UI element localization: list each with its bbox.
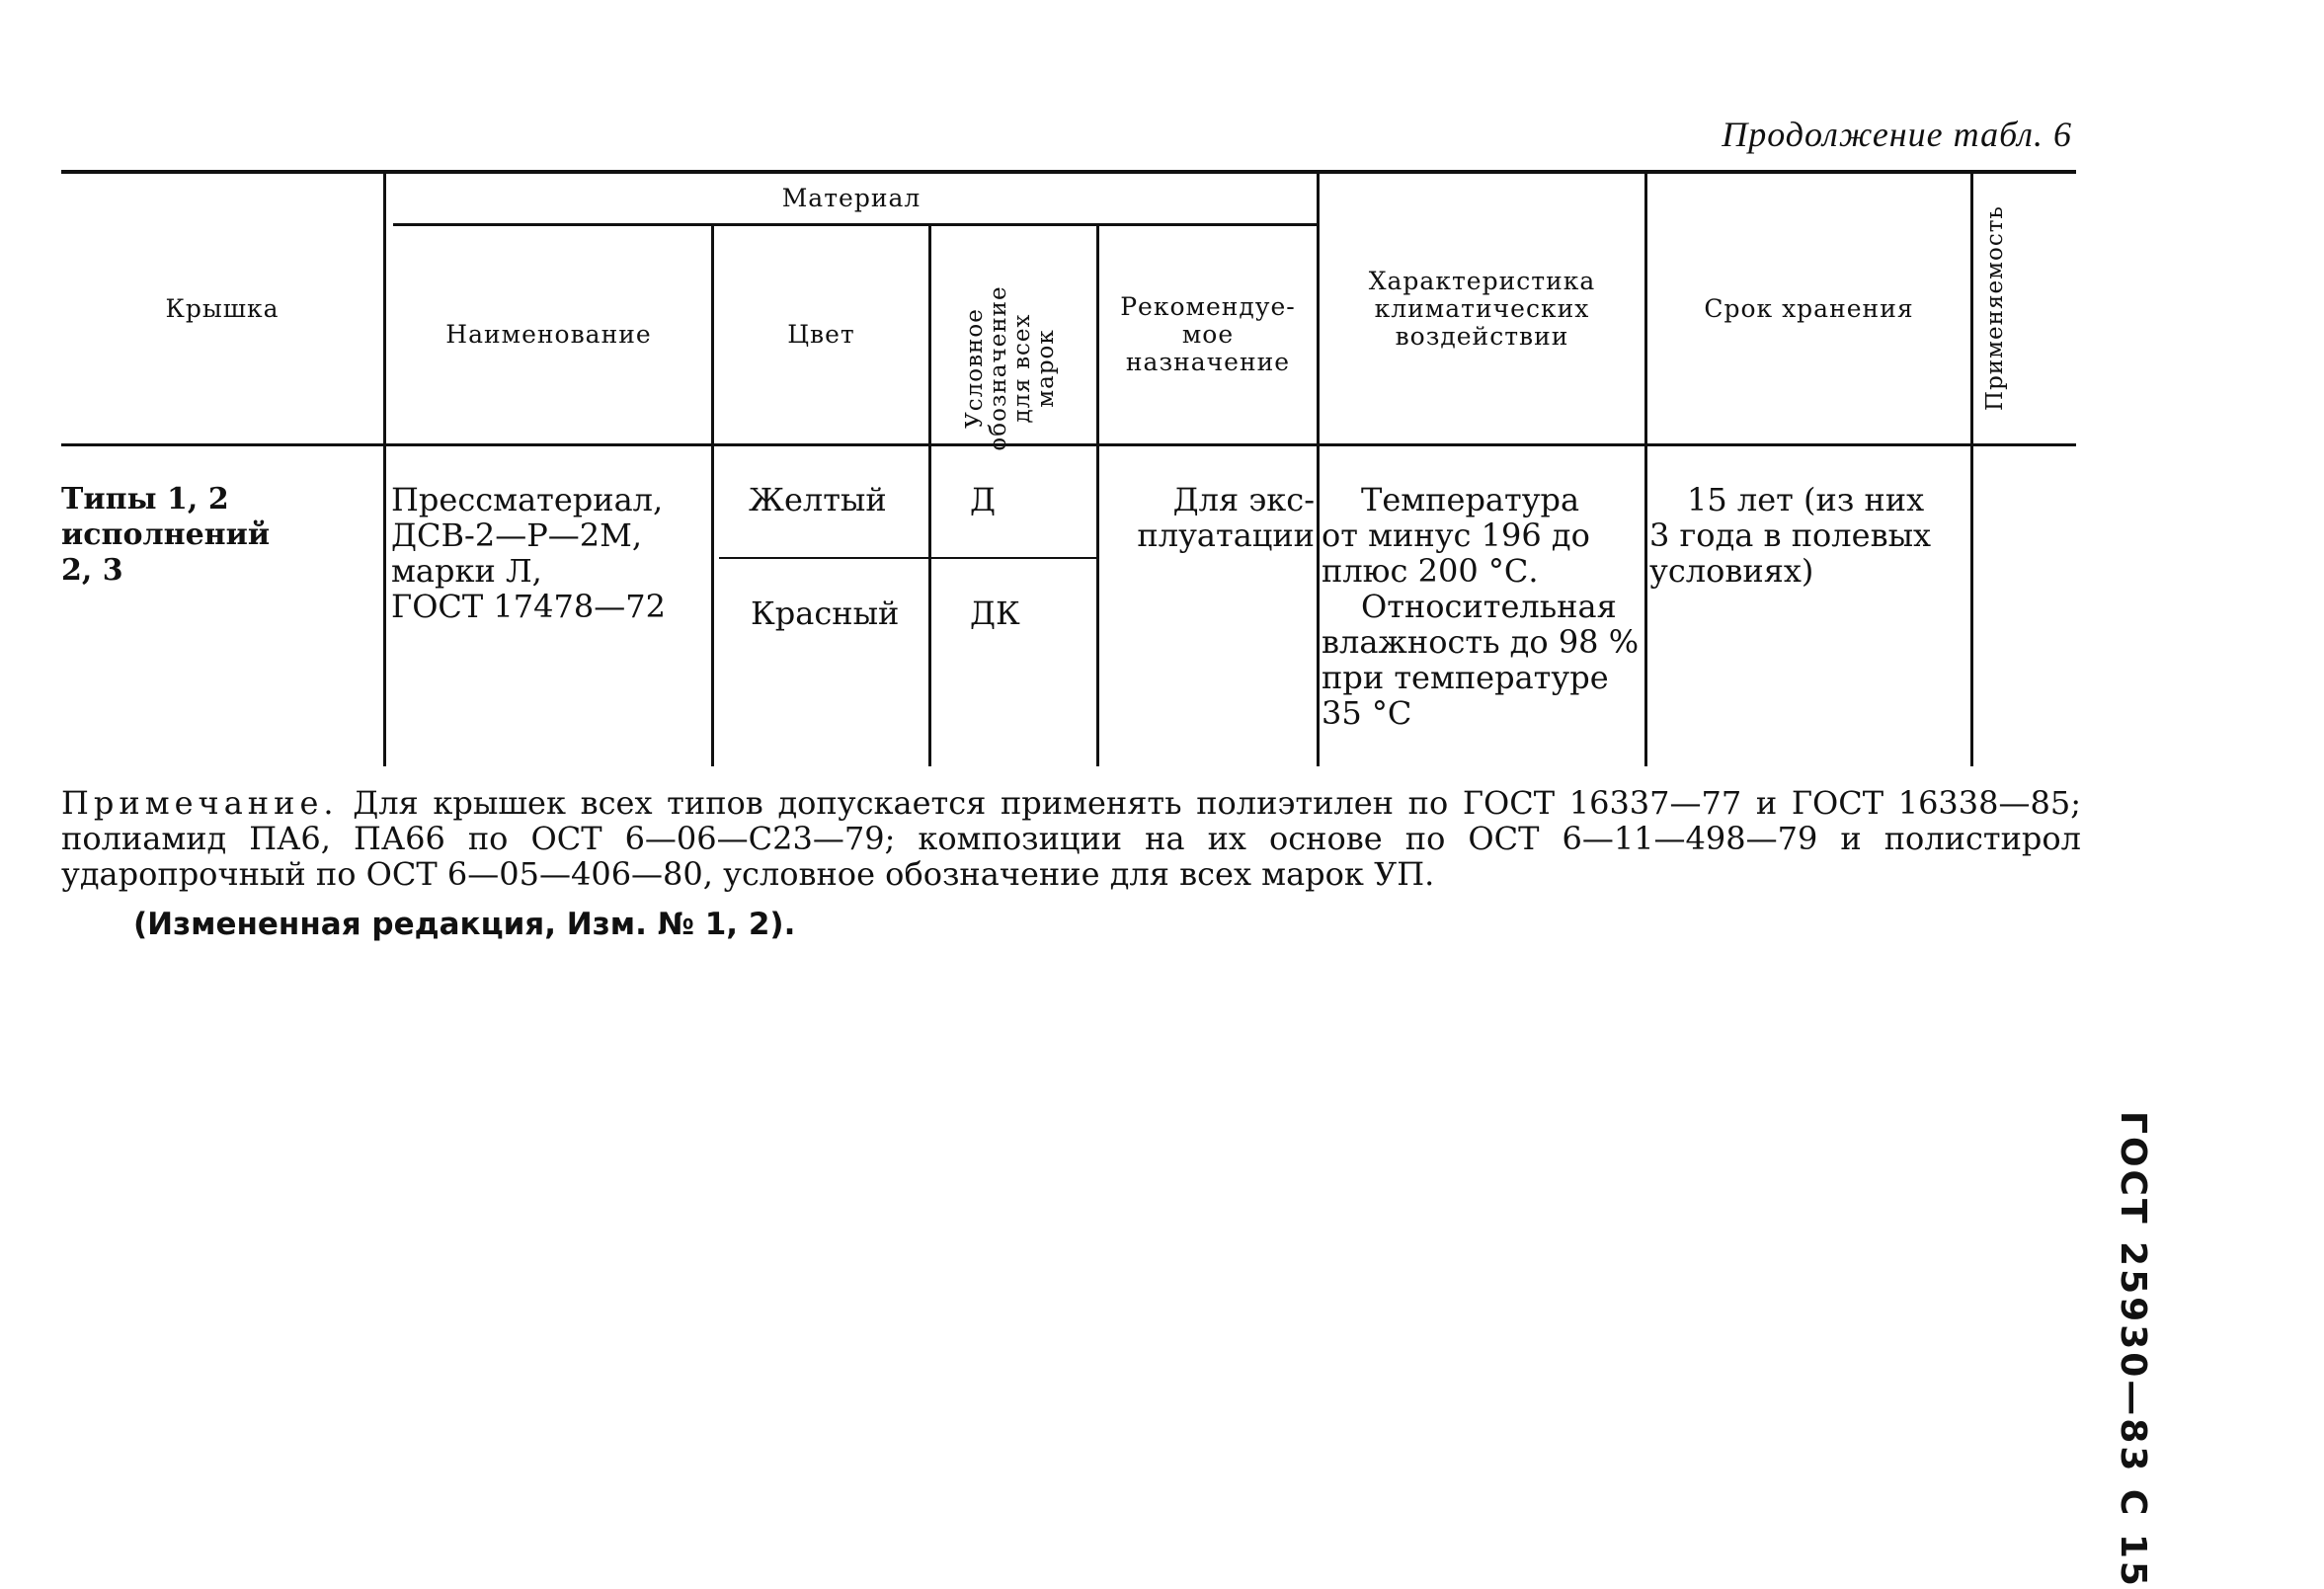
header-tsvet: Цвет [787, 320, 855, 349]
cell-naznachenie: Для экс- плуатации [1137, 481, 1315, 554]
header-srok-khraneniya: Срок хранения [1704, 293, 1914, 323]
cell-kharakteristika-temp-head: Температура [1361, 481, 1580, 518]
cell-tsvet-1: Желтый [749, 481, 887, 518]
col-divider-7 [1970, 174, 1973, 766]
header-uslovnoe-oboznachenie: Условное обозначение для всех марок [962, 285, 1059, 451]
cell-kharakteristika-humidity-head: Относительная [1361, 588, 1617, 625]
cell-kharakteristika-humidity: влажность до 98 % при температуре 35 °С [1322, 623, 1640, 732]
col-divider-3 [928, 226, 931, 766]
note-text: Для крышек всех типов допускается применять полиэтилен по ГОСТ 16337—77 и ГОСТ 16338—85; полиамид ПА6, ПА66 по ОСТ 6—06—С23—79; композиции на их основе по ОСТ 6—11—498—79 и полистирол ударопрочный по ОСТ 6—05—406—80, условное обозначение для всех марок УП. [61, 784, 2082, 893]
table-continuation-caption: Продолжение табл. 6 [1722, 115, 2072, 154]
header-bottom-rule [61, 443, 2076, 446]
cell-naimenovanie: Прессматериал, ДСВ-2—Р—2М, марки Л, ГОСТ 17478—72 [391, 481, 666, 625]
cell-kharakteristika-temp: от минус 196 до плюс 200 °С. [1322, 516, 1590, 590]
header-kharakteristika: Характеристика климатических воздействии [1368, 266, 1596, 351]
header-material: Материал [781, 184, 922, 212]
cell-oboznachenie-2: ДК [970, 595, 1020, 632]
cell-srok-head: 15 лет (из них [1687, 481, 1925, 518]
table-note [61, 785, 2081, 892]
amendment-line: (Измененная редакция, Изм. № 1, 2). [133, 907, 796, 942]
cell-srok: 3 года в полевых условиях) [1649, 516, 1932, 590]
variant-divider-rule [719, 557, 1097, 559]
header-primenyaemost: Применяемость [1982, 205, 2008, 411]
header-kryshka: Крышка [165, 293, 280, 323]
note-label: Примечание. [61, 784, 339, 822]
page-footer-standard-number: ГОСТ 25930—83 С 15 [2113, 1111, 2153, 1589]
cell-oboznachenie-1: Д [970, 481, 997, 518]
cell-kryshka: Типы 1, 2 исполнений 2, 3 [61, 482, 271, 588]
header-rekomenduemoe: Рекомендуе- мое назначение [1120, 292, 1296, 376]
header-naimenovanie: Наименование [445, 320, 652, 349]
cell-tsvet-2: Красный [751, 595, 900, 632]
